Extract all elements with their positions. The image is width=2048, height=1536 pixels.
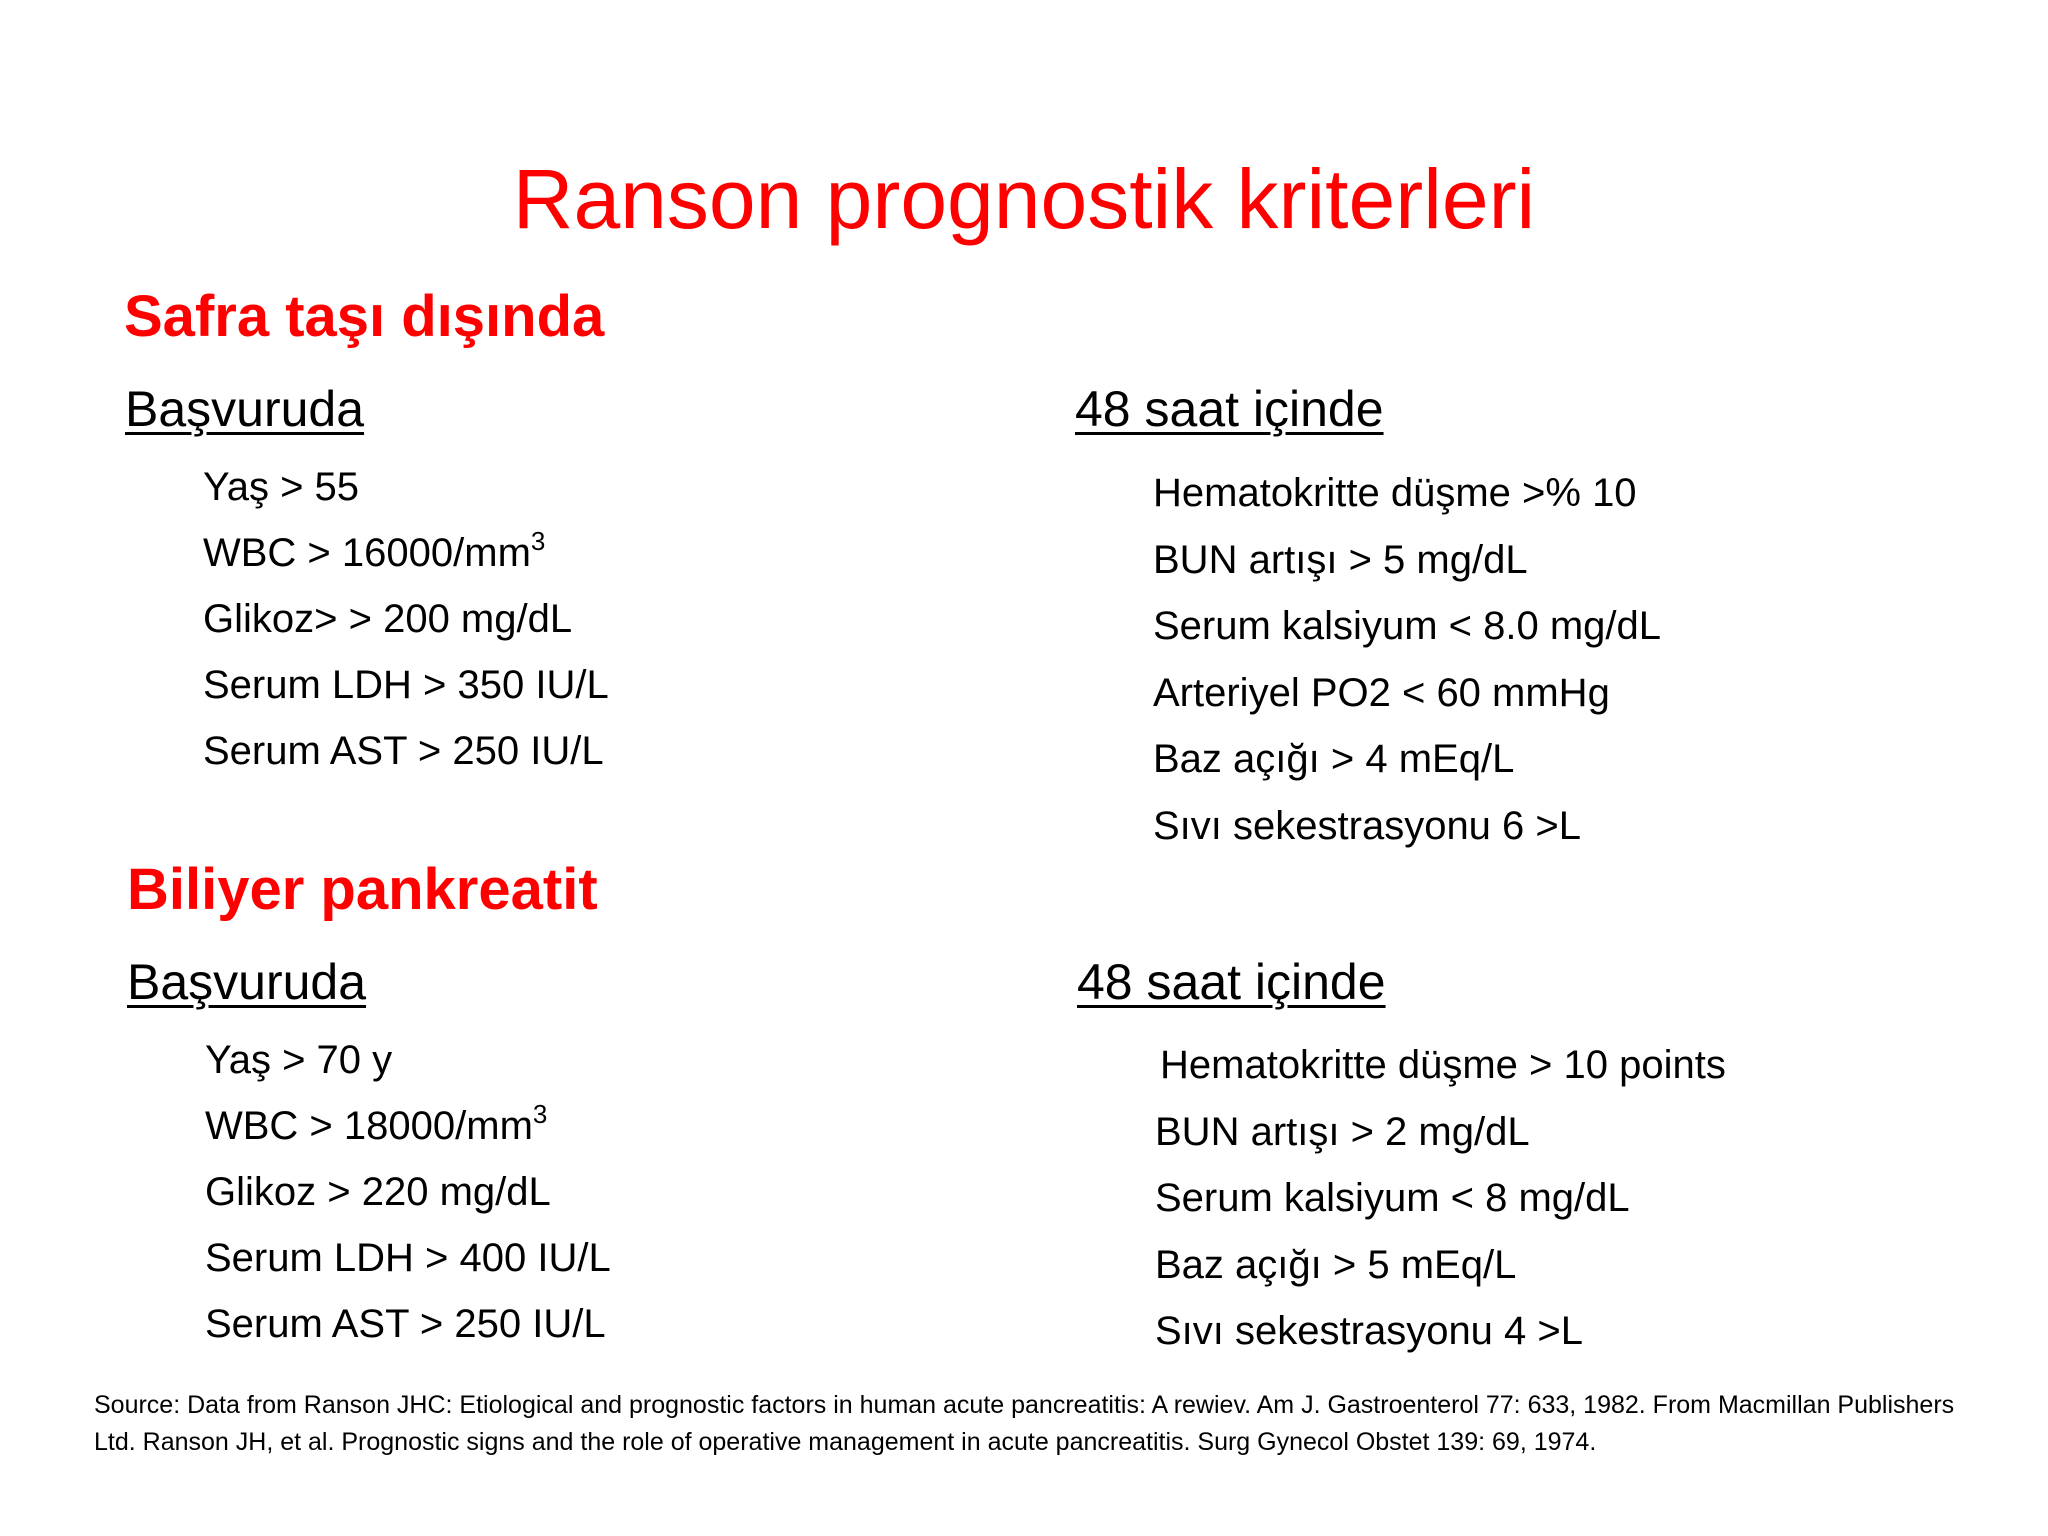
criteria-item: Serum LDH > 350 IU/L xyxy=(203,663,609,707)
admission-heading-non-gallstone: Başvuruda xyxy=(125,381,365,437)
criteria-item: Sıvı sekestrasyonu 6 >L xyxy=(1153,803,1582,848)
criteria-item: Serum kalsiyum < 8 mg/dL xyxy=(1155,1176,1630,1220)
within48-criteria-non-gallstone xyxy=(1153,460,1661,859)
criteria-item: Serum LDH > 400 IU/L xyxy=(205,1236,611,1280)
criteria-item: BUN artışı > 2 mg/dL xyxy=(1155,1109,1530,1154)
slide-title: Ranson prognostik kriterleri xyxy=(512,152,1536,247)
criteria-item: Hematokritte düşme >% 10 xyxy=(1153,471,1637,515)
within48-criteria-biliary xyxy=(1155,1032,1726,1365)
criteria-item: Baz açığı > 4 mEq/L xyxy=(1153,737,1515,781)
criteria-item: Yaş > 55 xyxy=(203,465,360,509)
admission-criteria-non-gallstone xyxy=(203,454,609,784)
within48-heading-biliary: 48 saat içinde xyxy=(1077,954,1386,1010)
section-heading-biliary: Biliyer pankreatit xyxy=(127,857,598,922)
source-citation: Source: Data from Ranson JHC: Etiological and prognostic factors in human acute pancreatitis: A rewiev. Am J. Gastroenterol 77: 633, 1982. From Macmillan Publishers Ltd. Ranson JH, et al. Prognostic signs and the role of operative management in acute pancreatitis. Surg Gynecol Obstet 139: 69, 1974. xyxy=(94,1391,1955,1456)
admission-heading-biliary: Başvuruda xyxy=(127,954,367,1010)
criteria-item: Yaş > 70 y xyxy=(205,1038,393,1082)
criteria-item: Serum kalsiyum < 8.0 mg/dL xyxy=(1153,604,1661,648)
criteria-item: WBC > $18000/mm^3$ xyxy=(205,1099,548,1148)
section-heading-non-gallstone: Safra taşı dışında xyxy=(124,284,605,349)
criteria-item: Sıvı sekestrasyonu 4 >L xyxy=(1155,1309,1584,1353)
criteria-item: Arteriyel PO2 < 60 mmHg xyxy=(1153,670,1610,715)
within48-heading-non-gallstone: 48 saat içinde xyxy=(1075,381,1384,437)
criteria-item: WBC > $16000/mm^3$ xyxy=(203,526,546,575)
criteria-item: BUN artışı > 5 mg/dL xyxy=(1153,537,1528,582)
criteria-item: Serum AST > 250 IU/L xyxy=(205,1302,606,1346)
criteria-item: Glikoz> > 200 mg/dL xyxy=(203,597,573,641)
criteria-item: Baz açığı > 5 mEq/L xyxy=(1155,1242,1517,1287)
criteria-item: Hematokritte düşme > 10 points xyxy=(1160,1043,1726,1087)
criteria-item: Glikoz > 220 mg/dL xyxy=(205,1170,551,1214)
criteria-item: Serum AST > 250 IU/L xyxy=(203,729,604,773)
admission-criteria-biliary xyxy=(205,1027,611,1357)
